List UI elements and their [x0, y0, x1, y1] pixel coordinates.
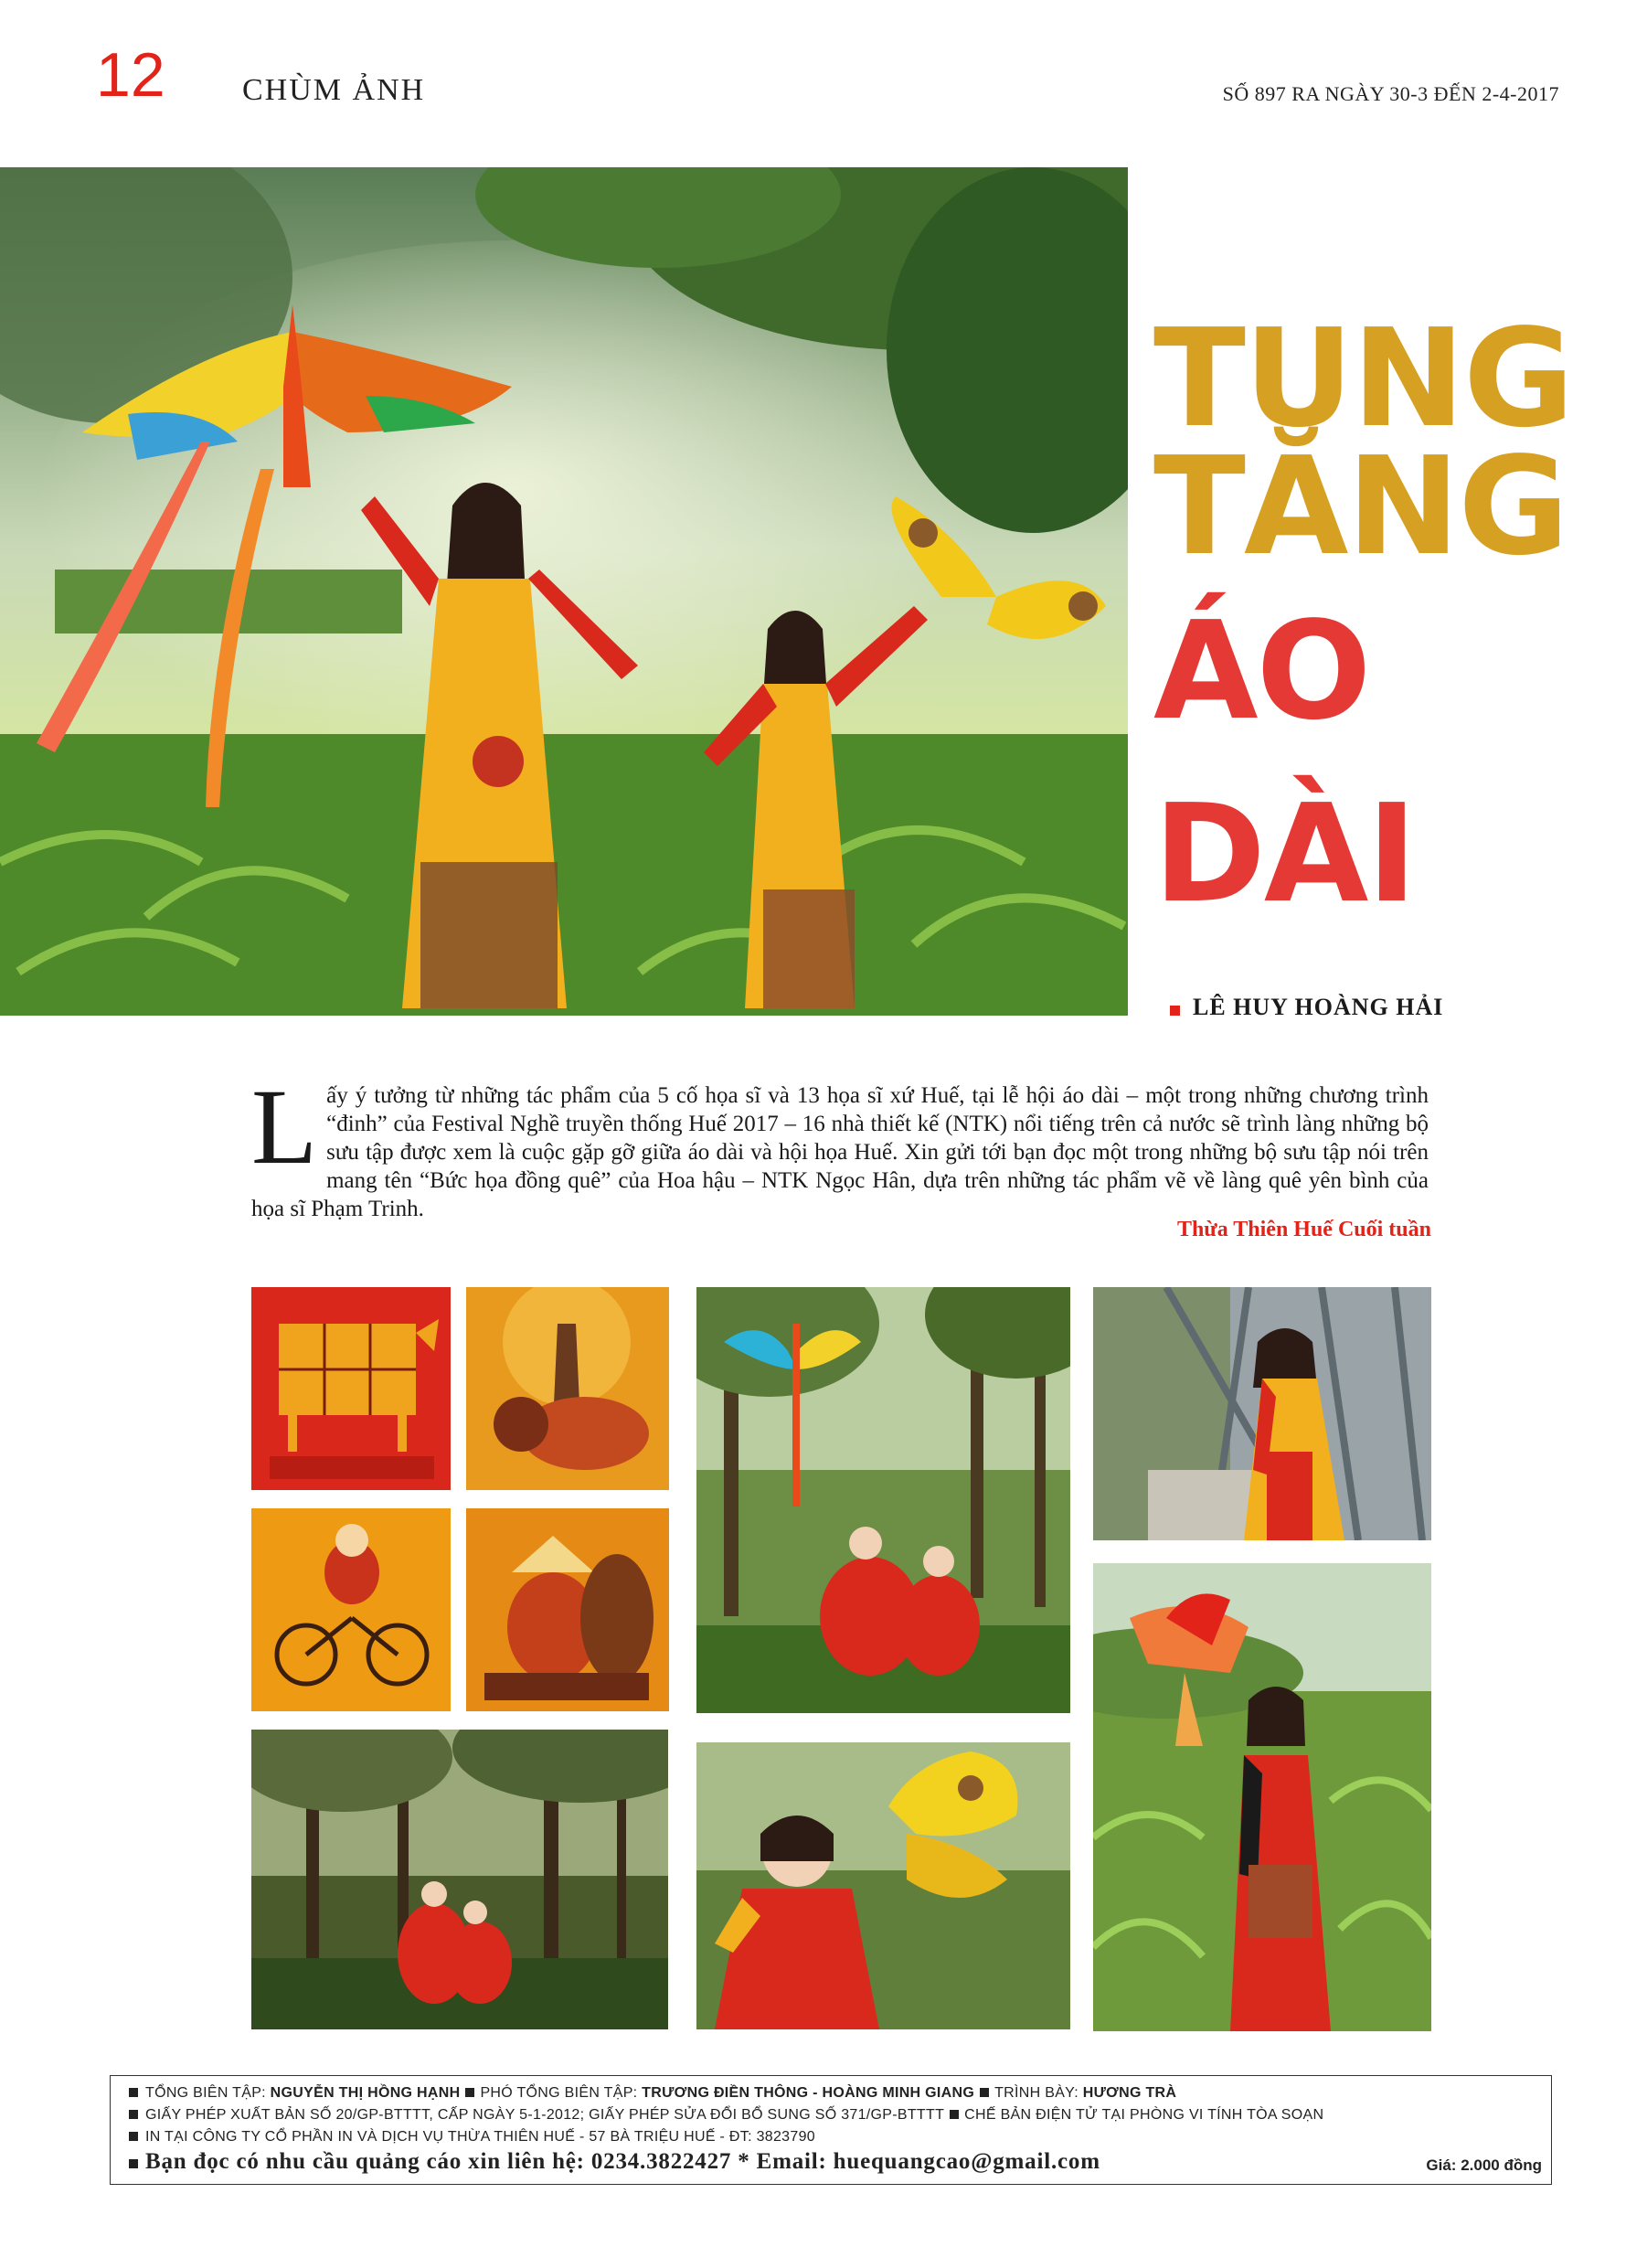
painting-photo [466, 1508, 669, 1711]
hero-photo [0, 167, 1128, 1016]
bullet-icon [129, 2110, 138, 2119]
bullet-icon [950, 2110, 959, 2119]
footer-box [110, 2075, 1552, 2185]
footer-value: TRƯƠNG ĐIỀN THÔNG - HOÀNG MINH GIANG [642, 2085, 975, 2101]
painting-photo [251, 1287, 451, 1490]
footer-text: IN TẠI CÔNG TY CỔ PHẦN IN VÀ DỊCH VỤ THỪA THIÊN HUẾ - 57 BÀ TRIỆU HUẾ - ĐT: 3823790 [145, 2129, 815, 2145]
footer-text: GIẤY PHÉP XUẤT BẢN SỐ 20/GP-BTTTT, CẤP NGÀY 5-1-2012; GIẤY PHÉP SỬA ĐỔI BỔ SUNG SỐ 371/GP-BTTTT [145, 2107, 945, 2123]
footer-line-license [129, 2107, 1323, 2124]
footer-text: Bạn đọc có nhu cầu quảng cáo xin liên hệ: 0234.3822427 * Email: huequangcao@gmail.com [145, 2149, 1100, 2174]
footer-line-printer [129, 2129, 815, 2146]
drop-cap: L [251, 1067, 318, 1187]
issue-info: SỐ 897 RA NGÀY 30-3 ĐẾN 2-4-2017 [1222, 82, 1559, 105]
title-line-2: TĂNG [1153, 428, 1567, 585]
section-name: CHÙM ẢNH [242, 73, 426, 107]
bullet-icon [129, 2088, 138, 2097]
author-byline: LÊ HUY HOÀNG HẢI [1193, 994, 1444, 1020]
bullet-icon [129, 2159, 138, 2168]
painting-photo [251, 1508, 451, 1711]
intro-text: ấy ý tưởng từ những tác phẩm của 5 cố họa sĩ và 13 họa sĩ xứ Huế, tại lễ hội áo dài – một trong những chương trình “đinh” của Festival Nghề truyền thống Huế 2017 – 16 nhà thiết kế (NTK) nổi tiếng trên cả nước sẽ trình làng những bộ sưu tập được xem là cuộc gặp gỡ giữa áo dài và hội họa Huế. Xin gửi tới bạn đọc một trong những bộ sưu tập nói trên mang tên “Bức họa đồng quê” của Hoa hậu – NTK Ngọc Hân, dựa trên những tác phẩm vẽ về làng quê yên bình của họa sĩ Phạm Trinh. [251, 1083, 1429, 1221]
footer-label: TỔNG BIÊN TẬP: [145, 2085, 271, 2101]
footer-line-ads [129, 2149, 1100, 2175]
footer-value: NGUYỄN THỊ HỒNG HẠNH [270, 2085, 461, 2101]
gallery-photo [696, 1287, 1070, 1713]
footer-label: PHÓ TỔNG BIÊN TẬP: [480, 2085, 643, 2101]
gallery-photo [251, 1730, 668, 2029]
page-number: 12 [96, 40, 165, 110]
footer-line-editors [129, 2085, 1176, 2102]
footer-value: HƯƠNG TRÀ [1082, 2085, 1177, 2101]
gallery-photo [696, 1742, 1070, 2029]
gallery-photo [1093, 1287, 1431, 1540]
bullet-icon [980, 2088, 989, 2097]
bullet-icon [465, 2088, 474, 2097]
painting-photo [466, 1287, 669, 1490]
author-bullet [1170, 1006, 1180, 1016]
price-label: Giá: 2.000 đồng [1426, 2156, 1542, 2174]
intro-paragraph [251, 1067, 1429, 1223]
title-line-4: DÀI [1153, 775, 1416, 932]
title-line-1: TUNG [1153, 300, 1573, 457]
footer-text: CHẾ BẢN ĐIỆN TỬ TẠI PHÒNG VI TÍNH TÒA SOẠN [964, 2107, 1324, 2123]
gallery-photo [1093, 1563, 1431, 2031]
source-credit: Thừa Thiên Huế Cuối tuần [1176, 1218, 1431, 1241]
title-line-3: ÁO [1153, 592, 1370, 750]
bullet-icon [129, 2132, 138, 2141]
footer-label: TRÌNH BÀY: [994, 2085, 1083, 2101]
